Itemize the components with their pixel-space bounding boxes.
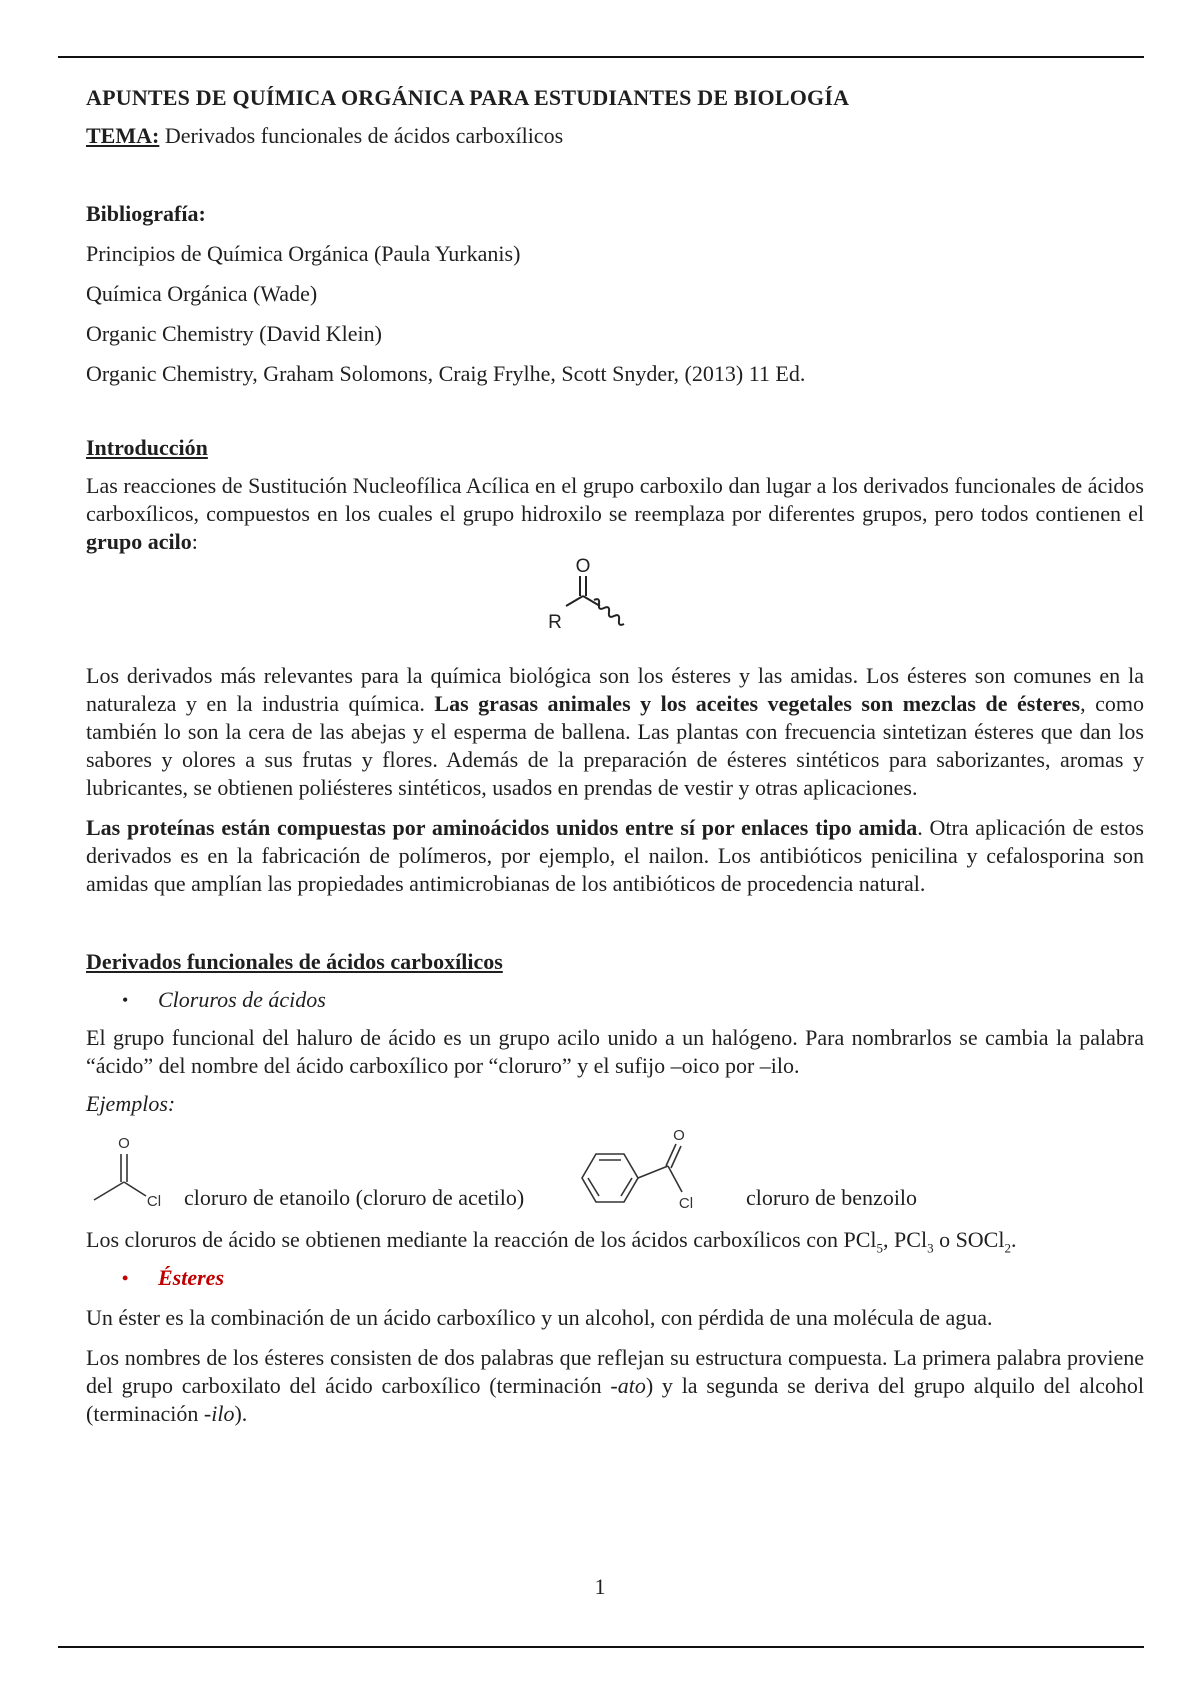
text-run: ). bbox=[234, 1401, 248, 1426]
document-title: APUNTES DE QUÍMICA ORGÁNICA PARA ESTUDIANTES DE BIOLOGÍA bbox=[86, 85, 850, 110]
page-number: 1 bbox=[594, 1574, 606, 1599]
subscript: 2 bbox=[1004, 1240, 1011, 1256]
bullet-esters bbox=[86, 1264, 1144, 1292]
acetyl-o-label: O bbox=[118, 1135, 130, 1152]
bullet-dot: • bbox=[122, 1268, 129, 1288]
example-1-name: cloruro de etanoilo (cloruro de acetilo) bbox=[184, 1185, 525, 1210]
benzoyl-bond-o-1 bbox=[666, 1144, 676, 1166]
topic-label: TEMA: bbox=[86, 123, 160, 148]
example-2-name: cloruro de benzoilo bbox=[746, 1185, 918, 1210]
text-run: . Otra aplicación de estos derivados es en la fabricación de polímeros, por ejemplo, el nailon. Los antibióticos penicilina y cefalosporina son amidas que amplían las propiedades antimicrobianas de los antibióticos de procedencia natural. bbox=[86, 815, 1144, 896]
benzene-ring bbox=[582, 1154, 638, 1202]
bibliography-item: Organic Chemistry, Graham Solomons, Craig Frylhe, Scott Snyder, (2013) 11 Ed. bbox=[86, 361, 806, 386]
text-run: : bbox=[191, 529, 198, 554]
text-run: Los nombres de los ésteres consisten de dos palabras que reflejan su estructura compuesta. La primera palabra proviene del grupo carboxilato del ácido carboxílico (terminación bbox=[86, 1345, 1144, 1398]
bibliography-item: Química Orgánica (Wade) bbox=[86, 281, 318, 306]
text-run-bold: Las proteínas están compuestas por aminoácidos unidos entre sí por enlaces tipo amida bbox=[86, 815, 918, 840]
bullet-dot: • bbox=[122, 990, 129, 1010]
acetyl-bond-cl bbox=[124, 1182, 146, 1196]
acid-chloride-preparation bbox=[86, 1226, 1144, 1254]
text-run-italic: -ato bbox=[610, 1373, 646, 1398]
bibliography-item: Organic Chemistry (David Klein) bbox=[86, 321, 382, 346]
text-run: , como también lo son la cera de las abejas y el esperma de ballena. Las plantas con frecuencia sintetizan ésteres que dan los sabores y olores a sus frutas y flores. Además de la preparación de ésteres sintéticos para saborizantes, aromas y lubricantes, se obtienen poliésteres sintéticos, usados en prendas de vestir y otras aplicaciones. bbox=[86, 691, 1144, 800]
ring-inner-3 bbox=[588, 1178, 599, 1196]
benzoyl-o-label: O bbox=[673, 1127, 685, 1144]
text-run: Los cloruros de ácido se obtienen mediante la reacción de los ácidos carboxílicos con PCl bbox=[86, 1227, 877, 1252]
text-run: o SOCl bbox=[933, 1227, 1005, 1252]
page-body bbox=[86, 80, 1144, 1428]
intro-paragraph-2 bbox=[86, 662, 1144, 802]
bottom-rule bbox=[58, 1646, 1144, 1648]
acid-chloride-paragraph: El grupo funcional del haluro de ácido es un grupo acilo unido a un halógeno. Para nombrarlos se cambia la palabra “ácido” del nombre del ácido carboxílico por “cloruro” y el sufijo –oico por –ilo. bbox=[86, 1025, 1144, 1078]
top-rule bbox=[58, 56, 1144, 58]
bibliography-heading: Bibliografía: bbox=[86, 201, 206, 226]
acetyl-cl-label: Cl bbox=[146, 1193, 162, 1210]
acyl-o-label: O bbox=[575, 556, 591, 577]
ring-inner-2 bbox=[621, 1178, 632, 1196]
text-run: , PCl bbox=[883, 1227, 928, 1252]
bibliography-item: Principios de Química Orgánica (Paula Yurkanis) bbox=[86, 241, 521, 266]
examples-label: Ejemplos: bbox=[86, 1091, 176, 1116]
text-run-bold: Las grasas animales y los aceites vegetales son mezclas de ésteres bbox=[434, 691, 1081, 716]
derivatives-heading: Derivados funcionales de ácidos carboxílicos bbox=[86, 949, 503, 974]
text-run-italic: -ilo bbox=[203, 1401, 235, 1426]
topic-line bbox=[86, 122, 1144, 150]
subscript: 5 bbox=[876, 1240, 884, 1256]
wavy-bond bbox=[594, 599, 624, 625]
text-run: Los derivados más relevantes para la química biológica son los ésteres y las amidas. Los ésteres son comunes en la naturaleza y en la industria química. bbox=[86, 663, 1144, 716]
ester-naming-paragraph bbox=[86, 1344, 1144, 1428]
subscript: 3 bbox=[927, 1240, 934, 1256]
bullet-text: Cloruros de ácidos bbox=[158, 987, 326, 1012]
acyl-r-label: R bbox=[548, 612, 562, 633]
intro-heading: Introducción bbox=[86, 435, 208, 460]
topic-text: Derivados funcionales de ácidos carboxílicos bbox=[159, 123, 564, 148]
benzoyl-bond-c bbox=[638, 1166, 668, 1178]
text-run: . bbox=[1010, 1227, 1017, 1252]
benzoyl-cl-label: Cl bbox=[678, 1195, 694, 1212]
acyl-group-structure bbox=[86, 556, 1144, 660]
intro-paragraph-1 bbox=[86, 472, 1144, 556]
acetyl-bond-ch3 bbox=[94, 1182, 124, 1200]
ester-definition: Un éster es la combinación de un ácido carboxílico y un alcohol, con pérdida de una molécula de agua. bbox=[86, 1305, 993, 1330]
bullet-acid-chlorides bbox=[86, 986, 1144, 1014]
bond-c-x bbox=[583, 596, 600, 606]
acyl-group-svg bbox=[86, 556, 1144, 660]
intro-paragraph-3 bbox=[86, 814, 1144, 898]
benzoyl-bond-o-2 bbox=[671, 1146, 681, 1168]
text-run-bold: grupo acilo bbox=[86, 529, 192, 554]
bond-r-c bbox=[566, 596, 583, 606]
text-run: ) y la segunda se deriva del grupo alquilo del alcohol (terminación bbox=[86, 1373, 1145, 1426]
text-run: Las reacciones de Sustitución Nucleofílica Acílica en el grupo carboxilo dan lugar a los derivados funcionales de ácidos carboxílicos, compuestos en los cuales el grupo hidroxilo se reemplaza por diferentes grupos, pero todos contienen el bbox=[86, 473, 1144, 526]
examples-row bbox=[86, 1118, 1144, 1222]
benzoyl-bond-cl bbox=[668, 1166, 682, 1192]
bullet-text: Ésteres bbox=[158, 1265, 224, 1290]
